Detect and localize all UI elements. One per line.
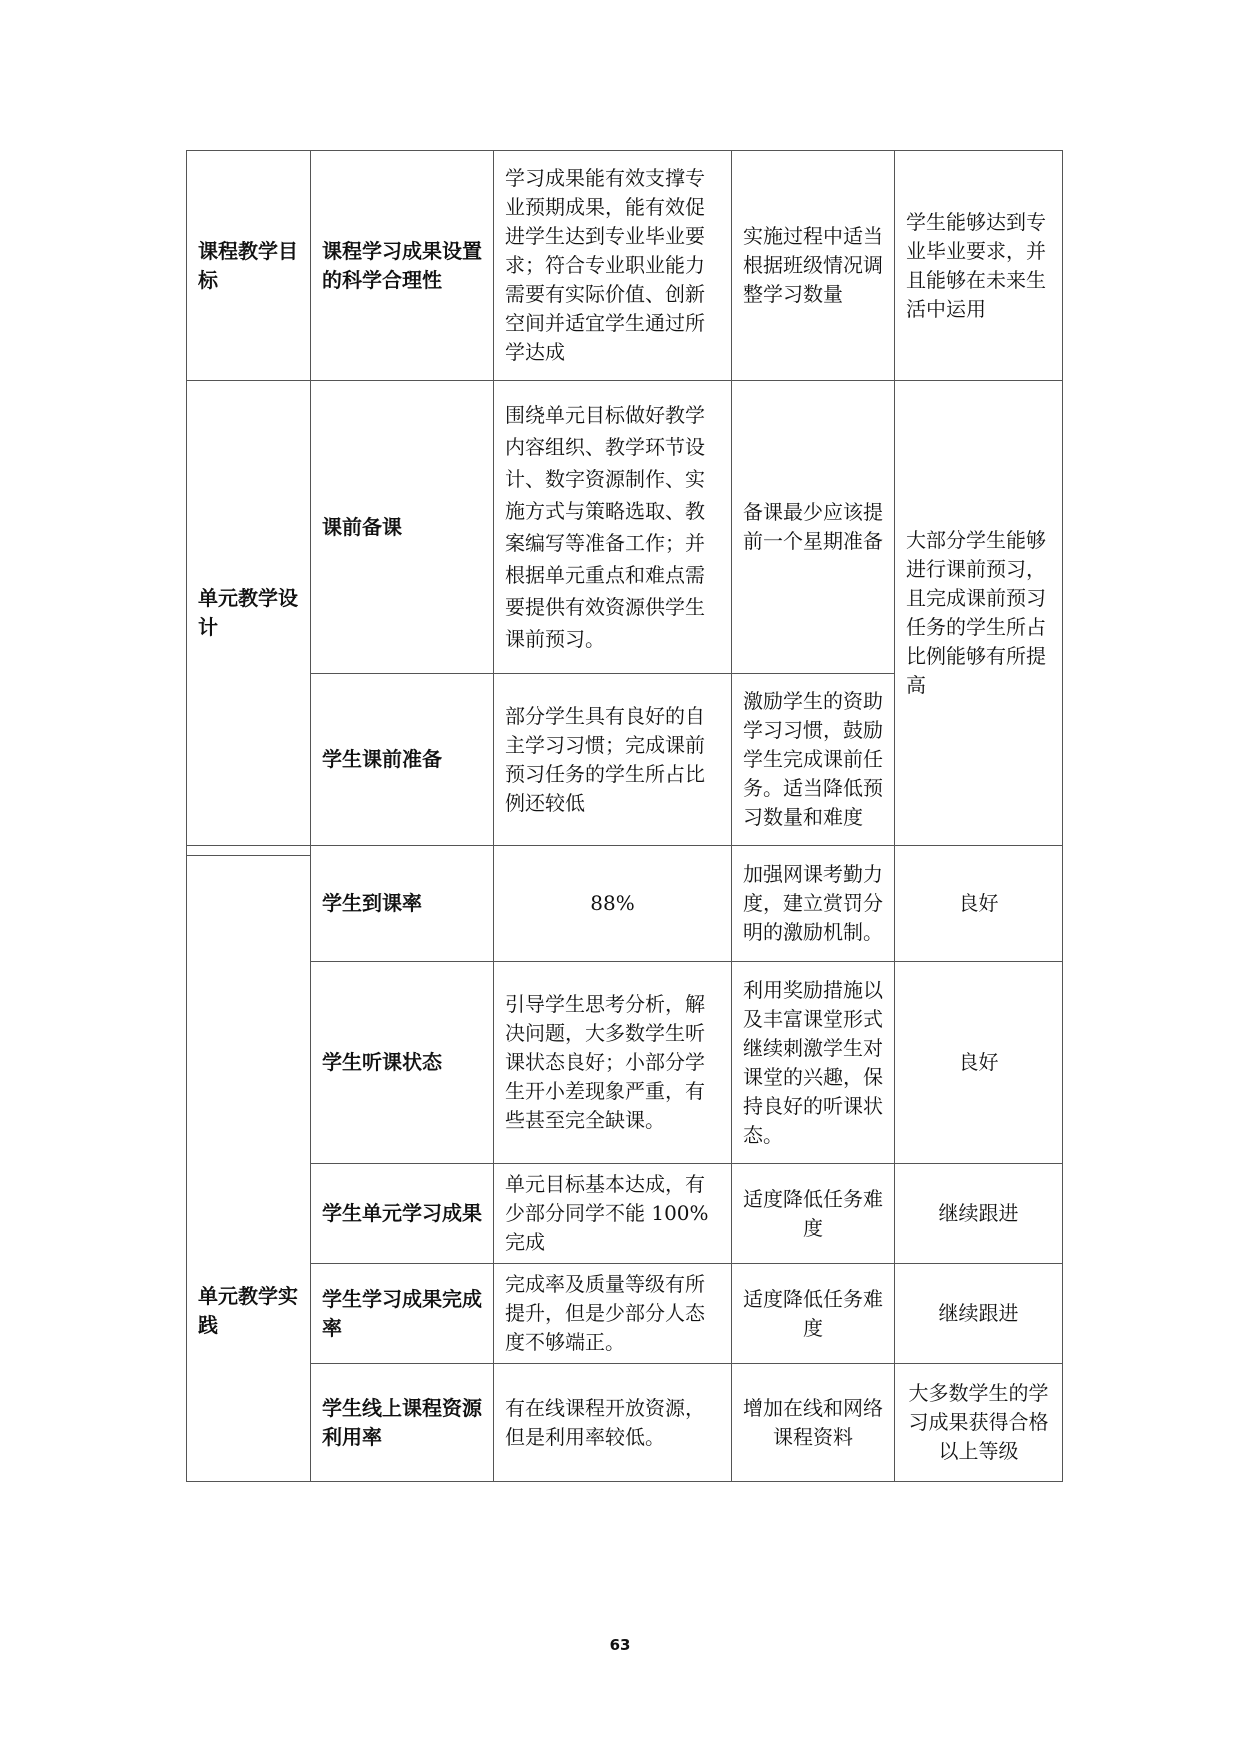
item-cell: 学生听课状态 (311, 962, 494, 1164)
table-row (187, 962, 1063, 1164)
measure-cell: 加强网课考勤力度，建立赏罚分明的激励机制。 (732, 846, 895, 962)
measure-cell: 激励学生的资助学习习惯，鼓励学生完成课前任务。适当降低预习数量和难度 (732, 674, 895, 846)
measure-cell: 适度降低任务难度 (732, 1164, 895, 1264)
table-row (187, 846, 1063, 962)
measure-cell: 利用奖励措施以及丰富课堂形式继续刺激学生对课堂的兴趣，保持良好的听课状态。 (732, 962, 895, 1164)
effect-cell: 继续跟进 (895, 1164, 1063, 1264)
status-cell: 学习成果能有效支撑专业预期成果，能有效促进学生达到专业毕业要求；符合专业职业能力需要有实际价值、创新空间并适宜学生通过所学达成 (494, 151, 732, 381)
effect-cell: 良好 (895, 962, 1063, 1164)
measure-cell: 适度降低任务难度 (732, 1264, 895, 1364)
effect-cell: 良好 (895, 846, 1063, 962)
status-cell: 88% (494, 846, 732, 962)
effect-cell: 大部分学生能够进行课前预习，且完成课前预习任务的学生所占比例能够有所提高 (895, 381, 1063, 846)
table-row (187, 151, 1063, 381)
table-row (187, 1164, 1063, 1264)
status-cell: 有在线课程开放资源，但是利用率较低。 (494, 1364, 732, 1482)
item-cell: 学生线上课程资源利用率 (311, 1364, 494, 1482)
status-cell: 围绕单元目标做好教学内容组织、教学环节设计、数字资源制作、实施方式与策略选取、教案编写等准备工作；并根据单元重点和难点需要提供有效资源供学生课前预习。 (494, 381, 732, 674)
category-cell: 单元教学设计 (187, 381, 311, 846)
separator-line (186, 855, 310, 856)
status-cell: 完成率及质量等级有所提升，但是少部分人态度不够端正。 (494, 1264, 732, 1364)
status-cell: 单元目标基本达成，有少部分同学不能 100%完成 (494, 1164, 732, 1264)
table-row (187, 381, 1063, 674)
item-cell: 学生到课率 (311, 846, 494, 962)
page-number: 63 (609, 1636, 631, 1654)
measure-cell: 备课最少应该提前一个星期准备 (732, 381, 895, 674)
table-row (187, 1264, 1063, 1364)
status-cell: 引导学生思考分析，解决问题，大多数学生听课状态良好；小部分学生开小差现象严重，有些甚至完全缺课。 (494, 962, 732, 1164)
effect-cell: 大多数学生的学习成果获得合格以上等级 (895, 1364, 1063, 1482)
category-cell: 课程教学目标 (187, 151, 311, 381)
effect-cell: 学生能够达到专业毕业要求，并且能够在未来生活中运用 (895, 151, 1063, 381)
status-cell: 部分学生具有良好的自主学习习惯；完成课前预习任务的学生所占比例还较低 (494, 674, 732, 846)
item-cell: 课前备课 (311, 381, 494, 674)
evaluation-table (186, 150, 1063, 1482)
item-cell: 学生学习成果完成率 (311, 1264, 494, 1364)
table-row (187, 1364, 1063, 1482)
effect-cell: 继续跟进 (895, 1264, 1063, 1364)
item-cell: 学生单元学习成果 (311, 1164, 494, 1264)
measure-cell: 增加在线和网络课程资料 (732, 1364, 895, 1482)
measure-cell: 实施过程中适当根据班级情况调整学习数量 (732, 151, 895, 381)
item-cell: 课程学习成果设置的科学合理性 (311, 151, 494, 381)
item-cell: 学生课前准备 (311, 674, 494, 846)
category-cell: 单元教学实践 (187, 846, 311, 1482)
